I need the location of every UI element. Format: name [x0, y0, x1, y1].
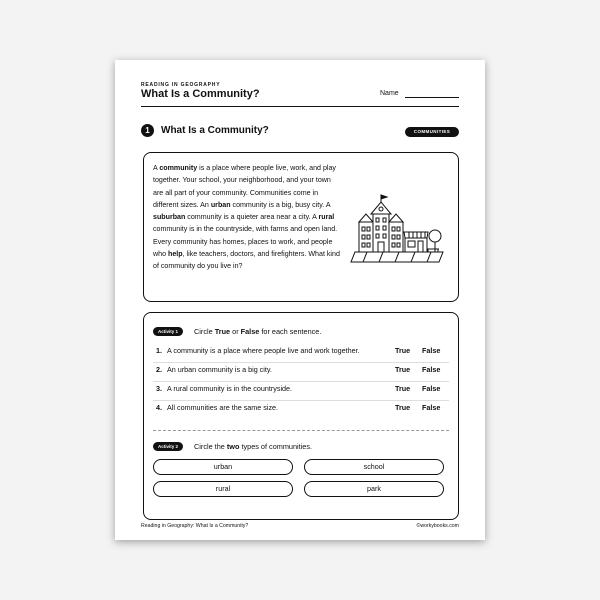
section-number-badge: 1 — [141, 124, 154, 137]
town-buildings-icon — [347, 192, 447, 268]
activity-2-instructions: Circle the two types of communities. — [194, 442, 313, 451]
activity-divider — [153, 430, 449, 431]
name-input-line[interactable] — [405, 97, 459, 98]
question-row: 4. All communities are the same size. True False — [156, 403, 441, 412]
question-row: 1. A community is a place where people live and work together. True False — [153, 343, 449, 363]
subject-kicker: READING IN GEOGRAPHY — [141, 82, 221, 88]
choice-school[interactable]: school — [304, 459, 444, 475]
keyword-community: community — [159, 164, 198, 172]
false-option[interactable]: False — [422, 403, 441, 412]
footer-title: Reading in Geography: What Is a Community? — [141, 523, 249, 529]
activity-1-tag: Activity 1 — [153, 327, 183, 336]
name-label: Name — [380, 90, 399, 97]
activity-1-instructions: Circle True or False for each sentence. — [194, 327, 322, 336]
keyword-rural: rural — [318, 213, 335, 222]
section-title: What Is a Community? — [161, 125, 269, 136]
activity-2-tag: Activity 2 — [153, 442, 183, 451]
false-option[interactable]: False — [422, 365, 441, 374]
keyword-help: help — [167, 250, 183, 259]
question-row: 2. An urban community is a big city. True False — [153, 362, 449, 382]
false-option[interactable]: False — [422, 346, 441, 355]
reading-passage: A community is a place where people live, work, and play together. Your school, your neighborhood, and your town are all part of your community. Communities come in different sizes. An urban community is a big, busy city. A suburban community is a quieter area near a city. A rural community is in the countryside, with farms and open land. Every community has homes, places to work, and people who help, like teachers, doctors, and firefighters. What kind of community do you live in? — [153, 164, 340, 271]
worksheet-page — [115, 60, 485, 540]
true-option[interactable]: True — [395, 365, 411, 374]
question-row: 3. A rural community is in the countryside. True False — [153, 381, 449, 401]
true-option[interactable]: True — [395, 403, 411, 412]
false-option[interactable]: False — [422, 384, 441, 393]
choice-rural[interactable]: rural — [153, 481, 293, 497]
header-divider — [141, 106, 459, 107]
page-title: What Is a Community? — [141, 88, 260, 100]
footer-credit: ©workybooks.com — [416, 523, 459, 529]
keyword-suburban: suburban — [153, 213, 186, 222]
choice-park[interactable]: park — [304, 481, 444, 497]
choice-urban[interactable]: urban — [153, 459, 293, 475]
keyword-urban: urban — [210, 200, 231, 209]
true-option[interactable]: True — [395, 346, 411, 355]
true-option[interactable]: True — [395, 384, 411, 393]
topic-tag: COMMUNITIES — [405, 127, 459, 137]
